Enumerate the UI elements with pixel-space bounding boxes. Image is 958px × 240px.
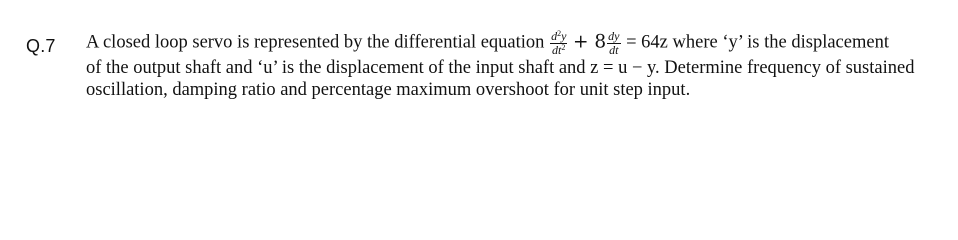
plus-term: + 8 [573, 31, 607, 53]
question-line-2: of the output shaft and ‘u’ is the displacement of the input shaft and z = u − y. Determine frequency of sustained [86, 58, 915, 78]
question-number: Q.7 [26, 36, 56, 56]
line1-suffix: = 64z where ‘y’ is the displacement [626, 32, 889, 53]
question-text [86, 30, 936, 101]
fraction-denominator: $dt^2$ [552, 43, 566, 57]
question-line-1 [86, 30, 936, 57]
question-line-3: oscillation, damping ratio and percentage maximum overshoot for unit step input. [86, 80, 691, 100]
first-derivative-fraction [607, 30, 620, 57]
fraction-numerator: dy [608, 29, 620, 43]
second-derivative-fraction [550, 30, 567, 57]
line1-prefix: A closed loop servo is represented by the differential equation [86, 32, 545, 53]
fraction-numerator: $d^2y$ [551, 29, 567, 43]
fraction-denominator: dt [609, 43, 619, 57]
